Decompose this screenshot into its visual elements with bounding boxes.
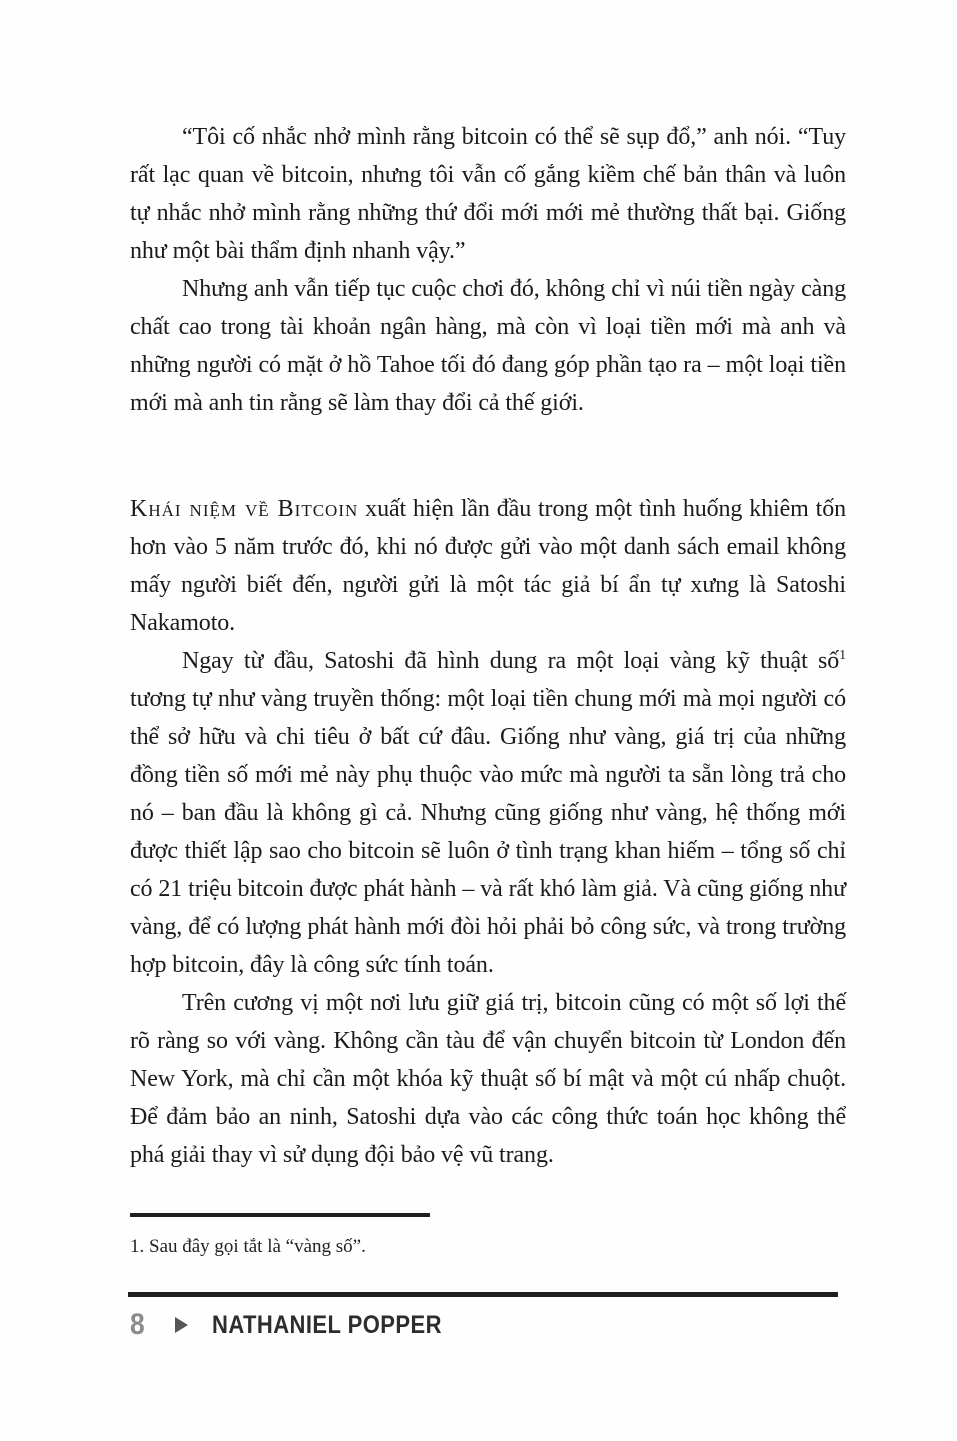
paragraph-section-start <box>130 490 846 642</box>
footer-rule <box>128 1292 838 1297</box>
paragraph-store-of-value: Trên cương vị một nơi lưu giữ giá trị, bitcoin cũng có một số lợi thế rõ ràng so với vàng. Không cần tàu để vận chuyển bitcoin từ London đến New York, mà chỉ cần một khóa kỹ thuật số bí mật và một cú nhấp chuột. Để đảm bảo an ninh, Satoshi dựa vào các công thức toán học không thể phá giải thay vì sử dụng đội bảo vệ vũ trang. <box>130 990 846 1168</box>
paragraph-digital-gold <box>130 642 846 984</box>
right-triangle-icon <box>175 1317 188 1333</box>
page-number: 8 <box>130 1308 145 1341</box>
section-lead-smallcaps: Khái niệm về Bitcoin <box>130 496 359 522</box>
paragraph-quote-2: Nhưng anh vẫn tiếp tục cuộc chơi đó, không chỉ vì núi tiền ngày càng chất cao trong tài khoản ngân hàng, mà còn vì loại tiền mới mà anh và những người có mặt ở hồ Tahoe tối đó đang góp phần tạo ra – một loại tiền mới mà anh tin rằng sẽ làm thay đổi cả thế giới. <box>130 276 846 416</box>
page-footer <box>130 1308 473 1342</box>
footnote-text: 1. Sau đây gọi tắt là “vàng số”. <box>130 1236 366 1257</box>
paragraph-digital-gold-text: Ngay từ đầu, Satoshi đã hình dung ra một loại vàng kỹ thuật số <box>182 648 840 674</box>
paragraph-digital-gold-continuation: tương tự như vàng truyền thống: một loại tiền chung mới mà mọi người có thể sở hữu và chi tiêu ở bất cứ đâu. Giống như vàng, giá trị của những đồng tiền số mới mẻ này phụ thuộc vào mức mà người ta sẵn lòng trả cho nó – ban đầu là không gì cả. Nhưng cũng giống như vàng, hệ thống mới được thiết lập sao cho bitcoin sẽ luôn ở tình trạng khan hiếm – tổng số chỉ có 21 triệu bitcoin được phát hành – và rất khó làm giả. Và cũng giống như vàng, để có lượng phát hành mới đòi hỏi phải bỏ công sức, và trong trường hợp bitcoin, đây là công sức tính toán. <box>130 686 846 978</box>
author-running-head: NATHANIEL POPPER <box>211 1310 442 1339</box>
paragraph-quote-1: “Tôi cố nhắc nhở mình rằng bitcoin có thể sẽ sụp đổ,” anh nói. “Tuy rất lạc quan về bitcoin, nhưng tôi vẫn cố gắng kiềm chế bản thân và luôn tự nhắc nhở mình rằng những thứ đổi mới mới mẻ thường thất bại. Giống như một bài thẩm định nhanh vậy.” <box>130 124 846 264</box>
body-text-block <box>130 118 846 1174</box>
footnote-reference-1: 1 <box>839 648 846 663</box>
footnote-separator-rule <box>130 1213 430 1217</box>
section-lead-rest: xuất hiện lần đầu trong một tình huống khiêm tốn hơn vào 5 năm trước đó, khi nó được gửi vào một danh sách email không mấy người biết đến, người gửi là một tác giả bí ẩn tự xưng là Satoshi Nakamoto. <box>130 496 846 636</box>
